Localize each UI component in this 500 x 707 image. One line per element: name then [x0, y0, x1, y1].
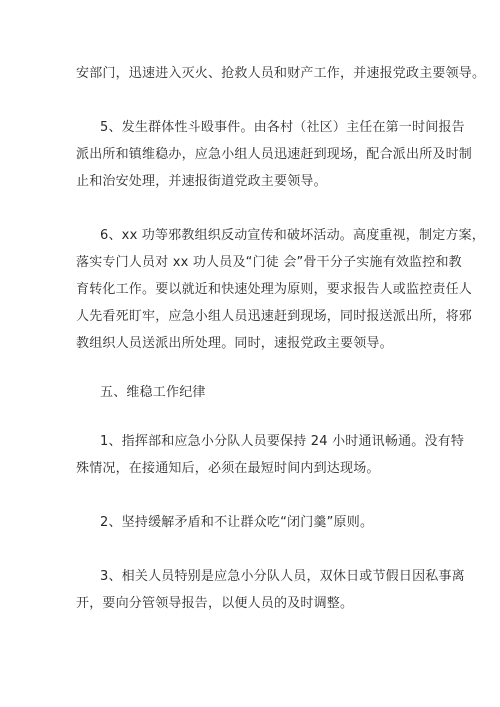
section-heading: 五、维稳工作纪律 — [100, 385, 206, 400]
paragraph-6-line-5: 教组织人员送派出所处理。同时，速报党政主要领导。 — [76, 336, 393, 351]
rule-2-line-1: 2、坚持缓解矛盾和不让群众吃“闭门羹”原则。 — [100, 515, 374, 530]
rule-1-line-1: 1、指挥部和应急小分队人员要保持 24 小时通讯畅通。没有特 — [100, 434, 465, 449]
paragraph-5-line-3: 止和治安处理，并速报街道党政主要领导。 — [76, 174, 327, 189]
paragraph-6-line-4: 人先看死盯牢，应急小组人员迅速赶到现场，同时报送派出所，将邪 — [76, 309, 473, 324]
paragraph-5-line-2: 派出所和镇维稳办，应急小组人员迅速赶到现场，配合派出所及时制 — [76, 147, 473, 162]
rule-3-line-1: 3、相关人员特别是应急小分队人员，双休日或节假日因私事离 — [100, 569, 465, 584]
paragraph-4-line-3: 安部门，迅速进入灭火、抢救人员和财产工作，并速报党政主要领导。 — [76, 66, 486, 81]
paragraph-5-line-1: 5、发生群体性斗殴事件。由各村（社区）主任在第一时间报告 — [100, 120, 465, 135]
rule-1-line-2: 殊情况，在接通知后，必须在最短时间内到达现场。 — [76, 461, 380, 476]
paragraph-6-line-3: 育转化工作。要以就近和快速处理为原则，要求报告人或监控责任人 — [76, 282, 473, 297]
rule-3-line-2: 开，要向分管领导报告，以便人员的及时调整。 — [76, 596, 354, 611]
paragraph-6-line-2: 落实专门人员对 xx 功人员及“门徒 会”骨干分子实施有效监控和教 — [76, 255, 462, 270]
paragraph-6-line-1: 6、xx 功等邪教组织反动宣传和破坏活动。高度重视，制定方案， — [100, 228, 485, 243]
